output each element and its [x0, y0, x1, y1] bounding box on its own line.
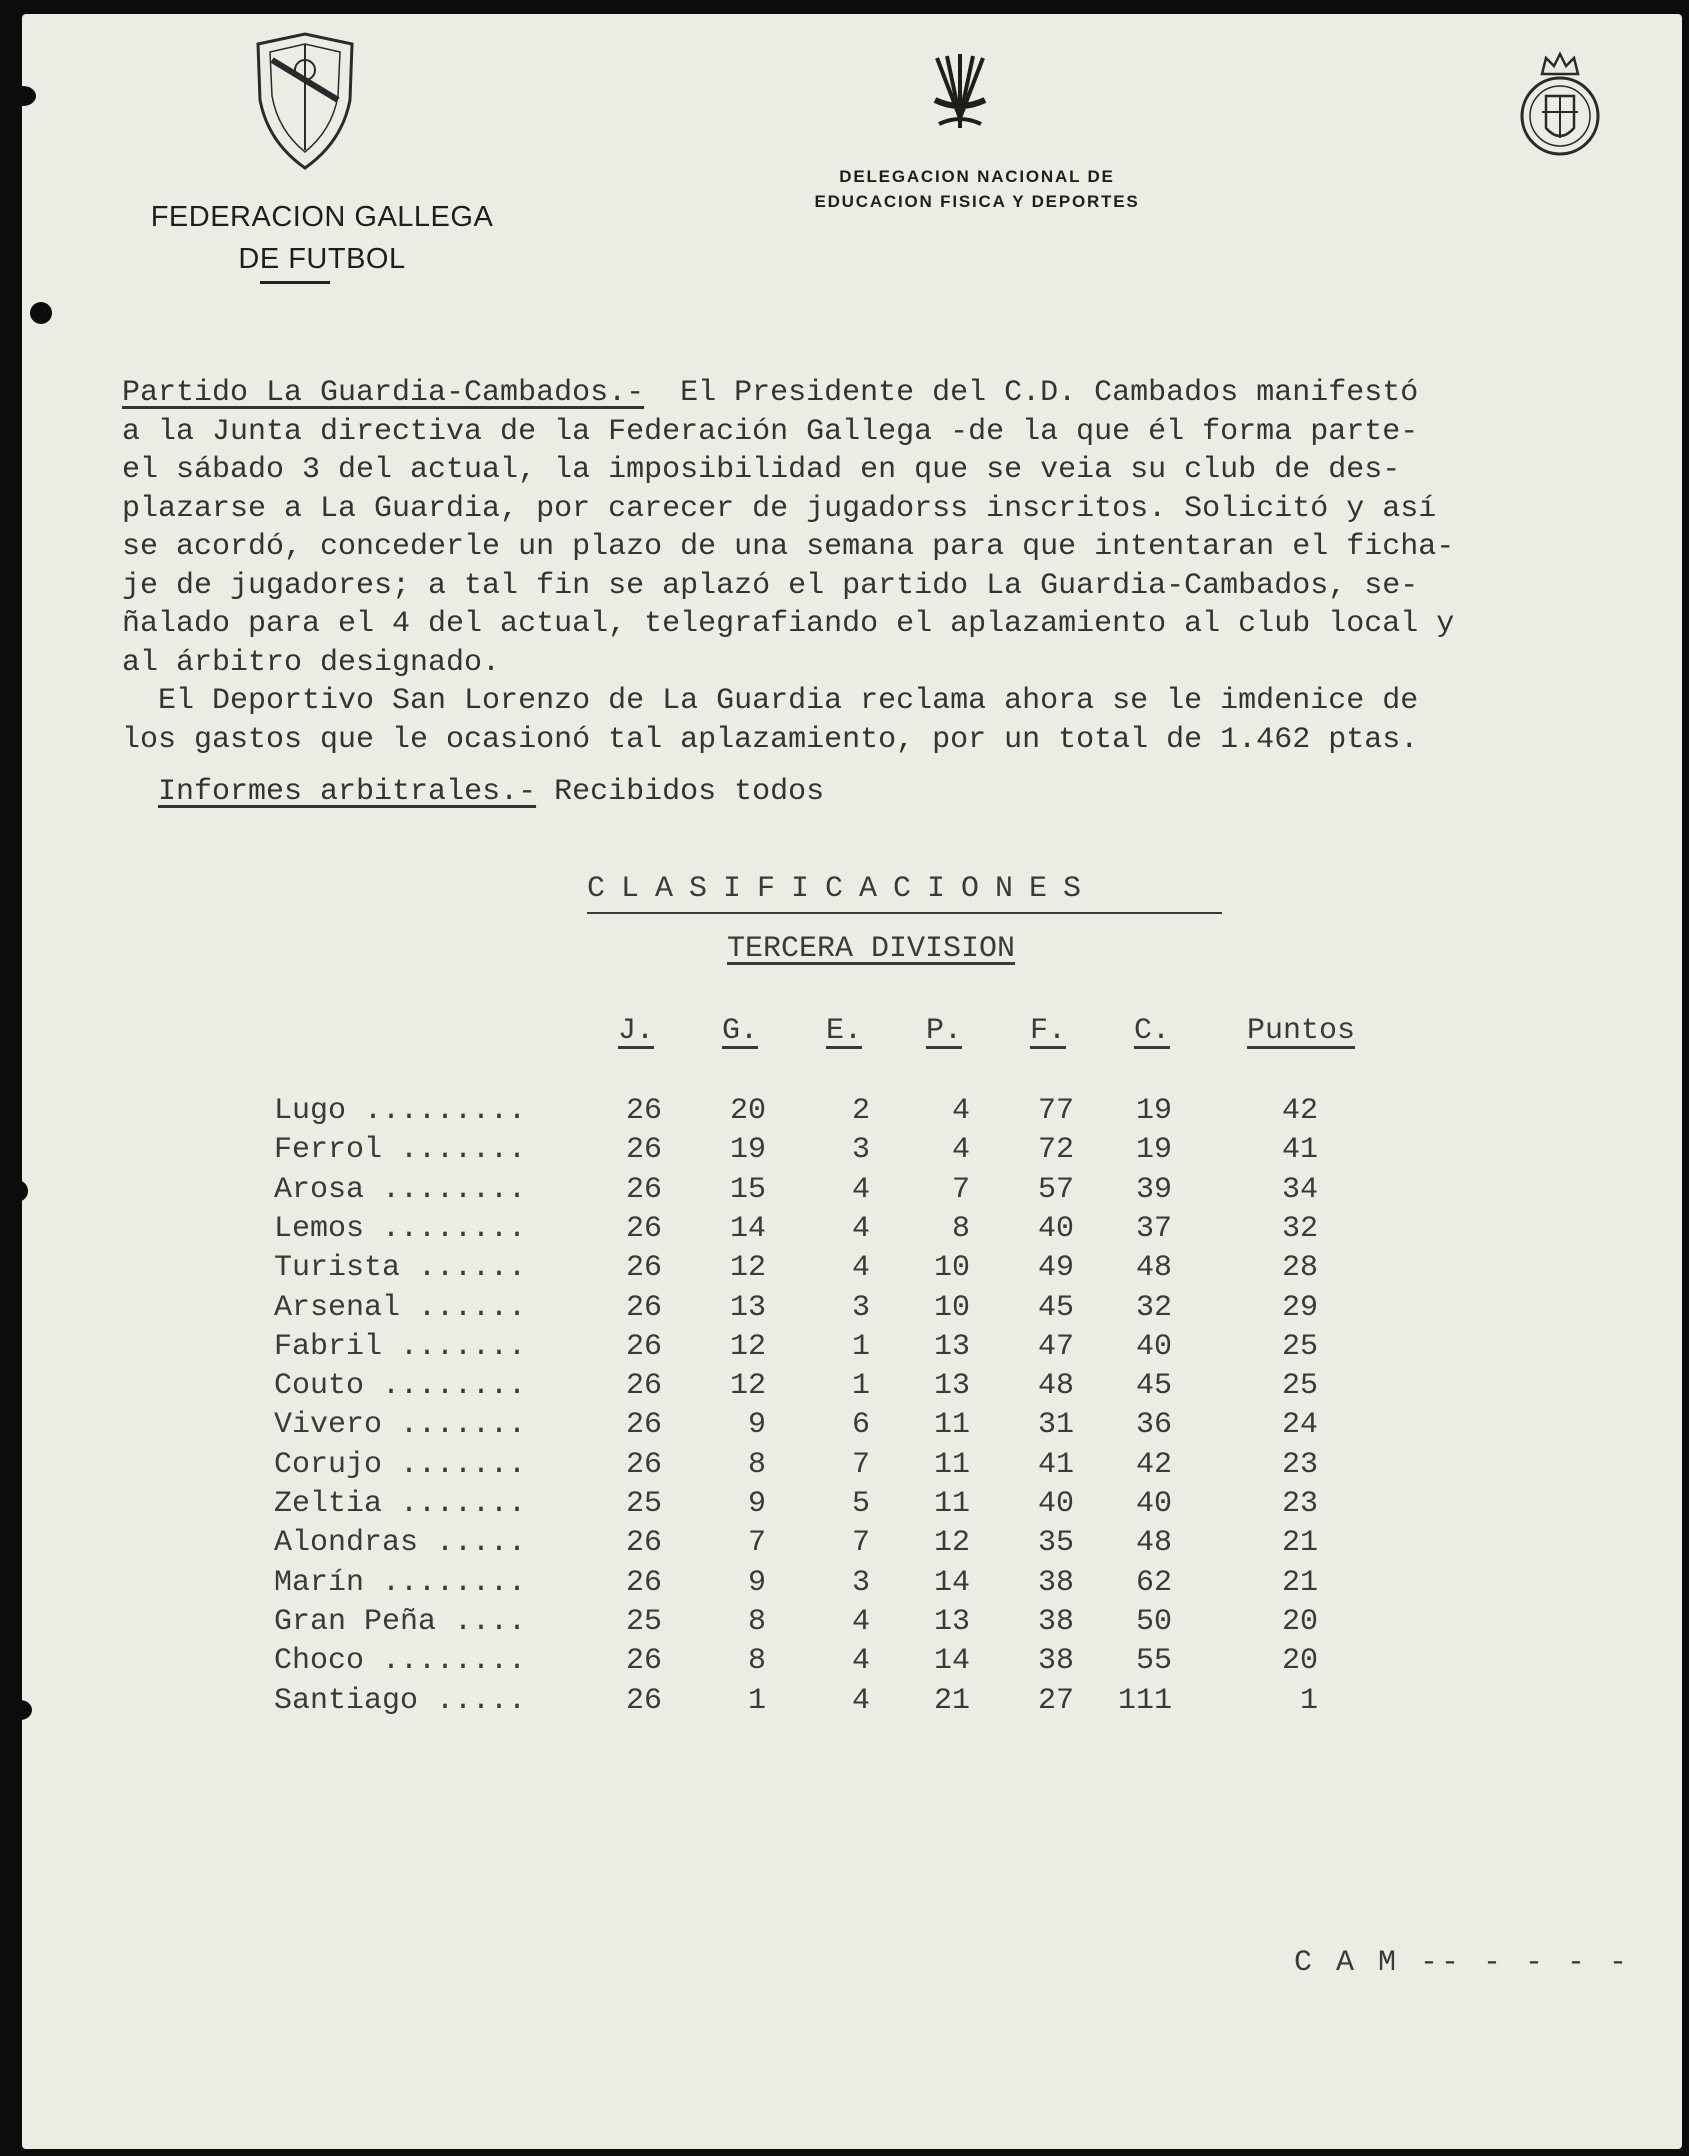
cell-pts: 25	[1281, 1369, 1318, 1404]
cell-pts: 21	[1281, 1526, 1318, 1561]
cell-f: 41	[1037, 1447, 1074, 1482]
cell-p: 4	[951, 1094, 970, 1128]
cell-p: 13	[933, 1329, 970, 1364]
cell-e: 4	[851, 1211, 870, 1246]
cell-c: 40	[1135, 1329, 1172, 1364]
cell-pts: 20	[1281, 1644, 1318, 1679]
cell-f: 77	[1037, 1094, 1074, 1128]
header-p: P.	[925, 1014, 962, 1048]
body-text	[122, 374, 1682, 812]
cell-f: 57	[1037, 1172, 1074, 1207]
body-line-6: je de jugadores; a tal fin se aplazó el partido La Guardia-Cambados, se-	[122, 568, 1419, 603]
federation-underline	[260, 281, 330, 284]
cell-g: 20	[729, 1094, 766, 1128]
cell-f: 47	[1037, 1329, 1074, 1364]
body-line-4: plazarse a La Guardia, por carecer de jugadorss inscritos. Solicitó y así	[122, 491, 1437, 526]
header-puntos: Puntos	[1246, 1014, 1356, 1048]
cell-p: 7	[951, 1172, 970, 1207]
federation-name	[122, 196, 522, 280]
cell-e: 7	[851, 1526, 870, 1561]
cell-g: 14	[729, 1211, 766, 1246]
table-row	[22, 1684, 1682, 1724]
cell-j: 26	[625, 1329, 662, 1364]
table-row	[22, 1487, 1682, 1527]
body-line-9: El Deportivo San Lorenzo de La Guardia reclama ahora se le imdenice de	[122, 684, 1419, 718]
cell-p: 11	[933, 1408, 970, 1443]
cell-g: 9	[747, 1408, 766, 1443]
team-name: Lugo .........	[274, 1094, 527, 1128]
cell-g: 8	[747, 1447, 766, 1482]
cell-e: 1	[851, 1369, 870, 1404]
cell-p: 13	[933, 1369, 970, 1404]
cell-e: 3	[851, 1565, 870, 1600]
binding-hole	[6, 1180, 28, 1202]
cell-pts: 25	[1281, 1329, 1318, 1364]
cell-c: 42	[1135, 1447, 1172, 1482]
standings-title-underline	[587, 912, 1222, 914]
cell-e: 4	[851, 1172, 870, 1207]
body-line-1	[122, 374, 1682, 413]
cell-pts: 24	[1281, 1408, 1318, 1443]
team-name: Ferrol .......	[274, 1133, 527, 1168]
cell-p: 21	[933, 1683, 970, 1718]
cell-j: 25	[625, 1604, 662, 1639]
yoke-and-arrows-icon	[927, 48, 993, 134]
body-line-3: el sábado 3 del actual, la imposibilidad en que se veia su club de des-	[122, 453, 1401, 487]
cell-j: 26	[625, 1211, 662, 1246]
cell-c: 19	[1135, 1094, 1172, 1128]
cell-g: 7	[747, 1526, 766, 1561]
table-row	[22, 1448, 1682, 1488]
cell-f: 48	[1037, 1369, 1074, 1404]
team-name: Gran Peña ....	[274, 1604, 527, 1639]
cell-f: 27	[1037, 1683, 1074, 1718]
shield-icon	[250, 30, 360, 170]
team-name: Corujo .......	[274, 1447, 527, 1482]
table-row	[22, 1133, 1682, 1173]
continuation-mark: C A M -- - - - -	[1294, 1946, 1631, 1980]
team-name: Choco ........	[274, 1644, 527, 1679]
cell-e: 7	[851, 1447, 870, 1482]
cell-g: 19	[729, 1133, 766, 1168]
delegation-line-2: EDUCACION FISICA Y DEPORTES	[814, 192, 1140, 211]
team-name: Vivero .......	[274, 1408, 527, 1443]
cell-c: 111	[1117, 1683, 1172, 1718]
table-row	[22, 1094, 1682, 1134]
body-line-10: los gastos que le ocasionó tal aplazamiento, por un total de 1.462 ptas.	[122, 722, 1419, 757]
cell-g: 8	[747, 1604, 766, 1639]
cell-p: 12	[933, 1526, 970, 1561]
cell-e: 4	[851, 1251, 870, 1286]
cell-j: 26	[625, 1172, 662, 1207]
cell-g: 12	[729, 1251, 766, 1286]
cell-g: 9	[747, 1487, 766, 1521]
cell-p: 14	[933, 1565, 970, 1600]
cell-j: 26	[625, 1290, 662, 1325]
team-name: Turista ......	[274, 1251, 527, 1286]
binding-hole	[8, 1700, 32, 1720]
cell-j: 26	[625, 1408, 662, 1443]
cell-pts: 1	[1299, 1683, 1318, 1718]
table-row	[22, 1291, 1682, 1331]
document-page	[22, 14, 1682, 2149]
cell-e: 4	[851, 1604, 870, 1639]
body-line-7: ñalado para el 4 del actual, telegrafiando el aplazamiento al club local y	[122, 607, 1455, 641]
cell-c: 36	[1135, 1408, 1172, 1443]
team-name: Arsenal ......	[274, 1290, 527, 1325]
cell-j: 26	[625, 1683, 662, 1718]
delegation-line-1: DELEGACION NACIONAL DE	[839, 167, 1115, 186]
cell-e: 3	[851, 1290, 870, 1325]
cell-c: 37	[1135, 1211, 1172, 1246]
cell-pts: 42	[1281, 1094, 1318, 1128]
table-row	[22, 1644, 1682, 1684]
table-row	[22, 1605, 1682, 1645]
header-g: G.	[721, 1014, 758, 1048]
cell-f: 35	[1037, 1526, 1074, 1561]
cell-p: 10	[933, 1290, 970, 1325]
informes-text: Recibidos todos	[536, 775, 825, 809]
header-j: J.	[617, 1014, 654, 1048]
delegation-name	[747, 164, 1207, 214]
cell-e: 6	[851, 1408, 870, 1443]
cell-f: 40	[1037, 1211, 1074, 1246]
cell-j: 26	[625, 1565, 662, 1600]
team-name: Alondras .....	[274, 1526, 527, 1561]
cell-e: 4	[851, 1683, 870, 1718]
federation-line-2: DE FUTBOL	[238, 243, 406, 275]
cell-c: 19	[1135, 1133, 1172, 1168]
cell-pts: 34	[1281, 1172, 1318, 1207]
cell-c: 39	[1135, 1172, 1172, 1207]
cell-c: 62	[1135, 1565, 1172, 1600]
cell-g: 1	[747, 1683, 766, 1718]
table-row	[22, 1251, 1682, 1291]
body-line-5: se acordó, concederle un plazo de una semana para que intentaran el ficha-	[122, 530, 1455, 564]
cell-c: 50	[1135, 1604, 1172, 1639]
team-name: Marín ........	[274, 1565, 527, 1600]
cell-pts: 23	[1281, 1487, 1318, 1521]
cell-pts: 29	[1281, 1290, 1318, 1325]
cell-c: 48	[1135, 1251, 1172, 1286]
cell-e: 5	[851, 1487, 870, 1521]
cell-c: 55	[1135, 1644, 1172, 1679]
cell-p: 11	[933, 1487, 970, 1521]
section-heading-informes: Informes arbitrales.-	[158, 775, 537, 809]
federation-line-1: FEDERACION GALLEGA	[150, 201, 494, 233]
cell-j: 25	[625, 1487, 662, 1521]
cell-j: 26	[625, 1644, 662, 1679]
cell-c: 48	[1135, 1526, 1172, 1561]
body-line-1-text: El Presidente del C.D. Cambados manifestó	[644, 376, 1419, 410]
table-row	[22, 1408, 1682, 1448]
cell-e: 2	[851, 1094, 870, 1128]
cell-f: 31	[1037, 1408, 1074, 1443]
cell-f: 38	[1037, 1565, 1074, 1600]
body-line-8: al árbitro designado.	[122, 645, 501, 680]
table-row	[22, 1212, 1682, 1252]
team-name: Couto ........	[274, 1369, 527, 1404]
cell-p: 4	[951, 1133, 970, 1168]
header-e: E.	[825, 1014, 862, 1048]
crowned-crest-icon	[1512, 50, 1608, 160]
cell-f: 38	[1037, 1644, 1074, 1679]
cell-e: 1	[851, 1329, 870, 1364]
cell-p: 14	[933, 1644, 970, 1679]
cell-f: 45	[1037, 1290, 1074, 1325]
team-name: Fabril .......	[274, 1329, 527, 1364]
cell-g: 12	[729, 1329, 766, 1364]
team-name: Lemos ........	[274, 1211, 527, 1246]
cell-f: 38	[1037, 1604, 1074, 1639]
cell-c: 40	[1135, 1487, 1172, 1521]
standings-title: CLASIFICACIONES	[587, 872, 1098, 906]
table-row	[22, 1369, 1682, 1409]
cell-p: 10	[933, 1251, 970, 1286]
cell-pts: 20	[1281, 1604, 1318, 1639]
cell-j: 26	[625, 1251, 662, 1286]
binding-hole	[30, 302, 52, 324]
cell-pts: 21	[1281, 1565, 1318, 1600]
table-row	[22, 1566, 1682, 1606]
team-name: Zeltia .......	[274, 1487, 527, 1521]
cell-f: 49	[1037, 1251, 1074, 1286]
cell-g: 8	[747, 1644, 766, 1679]
cell-j: 26	[625, 1447, 662, 1482]
cell-p: 13	[933, 1604, 970, 1639]
team-name: Santiago .....	[274, 1683, 527, 1718]
binding-hole	[10, 86, 36, 106]
cell-j: 26	[625, 1526, 662, 1561]
cell-pts: 32	[1281, 1211, 1318, 1246]
division-title: TERCERA DIVISION	[727, 932, 1016, 966]
table-row	[22, 1526, 1682, 1566]
cell-j: 26	[625, 1369, 662, 1404]
table-row	[22, 1173, 1682, 1213]
cell-e: 3	[851, 1133, 870, 1168]
cell-c: 32	[1135, 1290, 1172, 1325]
header-c: C.	[1133, 1014, 1170, 1048]
body-line-2: a la Junta directiva de la Federación Gallega -de la que él forma parte-	[122, 414, 1419, 449]
cell-g: 15	[729, 1172, 766, 1207]
cell-j: 26	[625, 1133, 662, 1168]
cell-j: 26	[625, 1094, 662, 1128]
cell-pts: 23	[1281, 1447, 1318, 1482]
cell-f: 40	[1037, 1487, 1074, 1521]
cell-g: 12	[729, 1369, 766, 1404]
section-heading-partido: Partido La Guardia-Cambados.-	[122, 376, 645, 410]
header-f: F.	[1029, 1014, 1066, 1048]
cell-pts: 41	[1281, 1133, 1318, 1168]
cell-g: 9	[747, 1565, 766, 1600]
table-row	[22, 1330, 1682, 1370]
cell-c: 45	[1135, 1369, 1172, 1404]
cell-p: 8	[951, 1211, 970, 1246]
body-line-11	[122, 773, 1682, 812]
cell-p: 11	[933, 1447, 970, 1482]
cell-g: 13	[729, 1290, 766, 1325]
team-name: Arosa ........	[274, 1172, 527, 1207]
cell-pts: 28	[1281, 1251, 1318, 1286]
cell-f: 72	[1037, 1133, 1074, 1168]
cell-e: 4	[851, 1644, 870, 1679]
